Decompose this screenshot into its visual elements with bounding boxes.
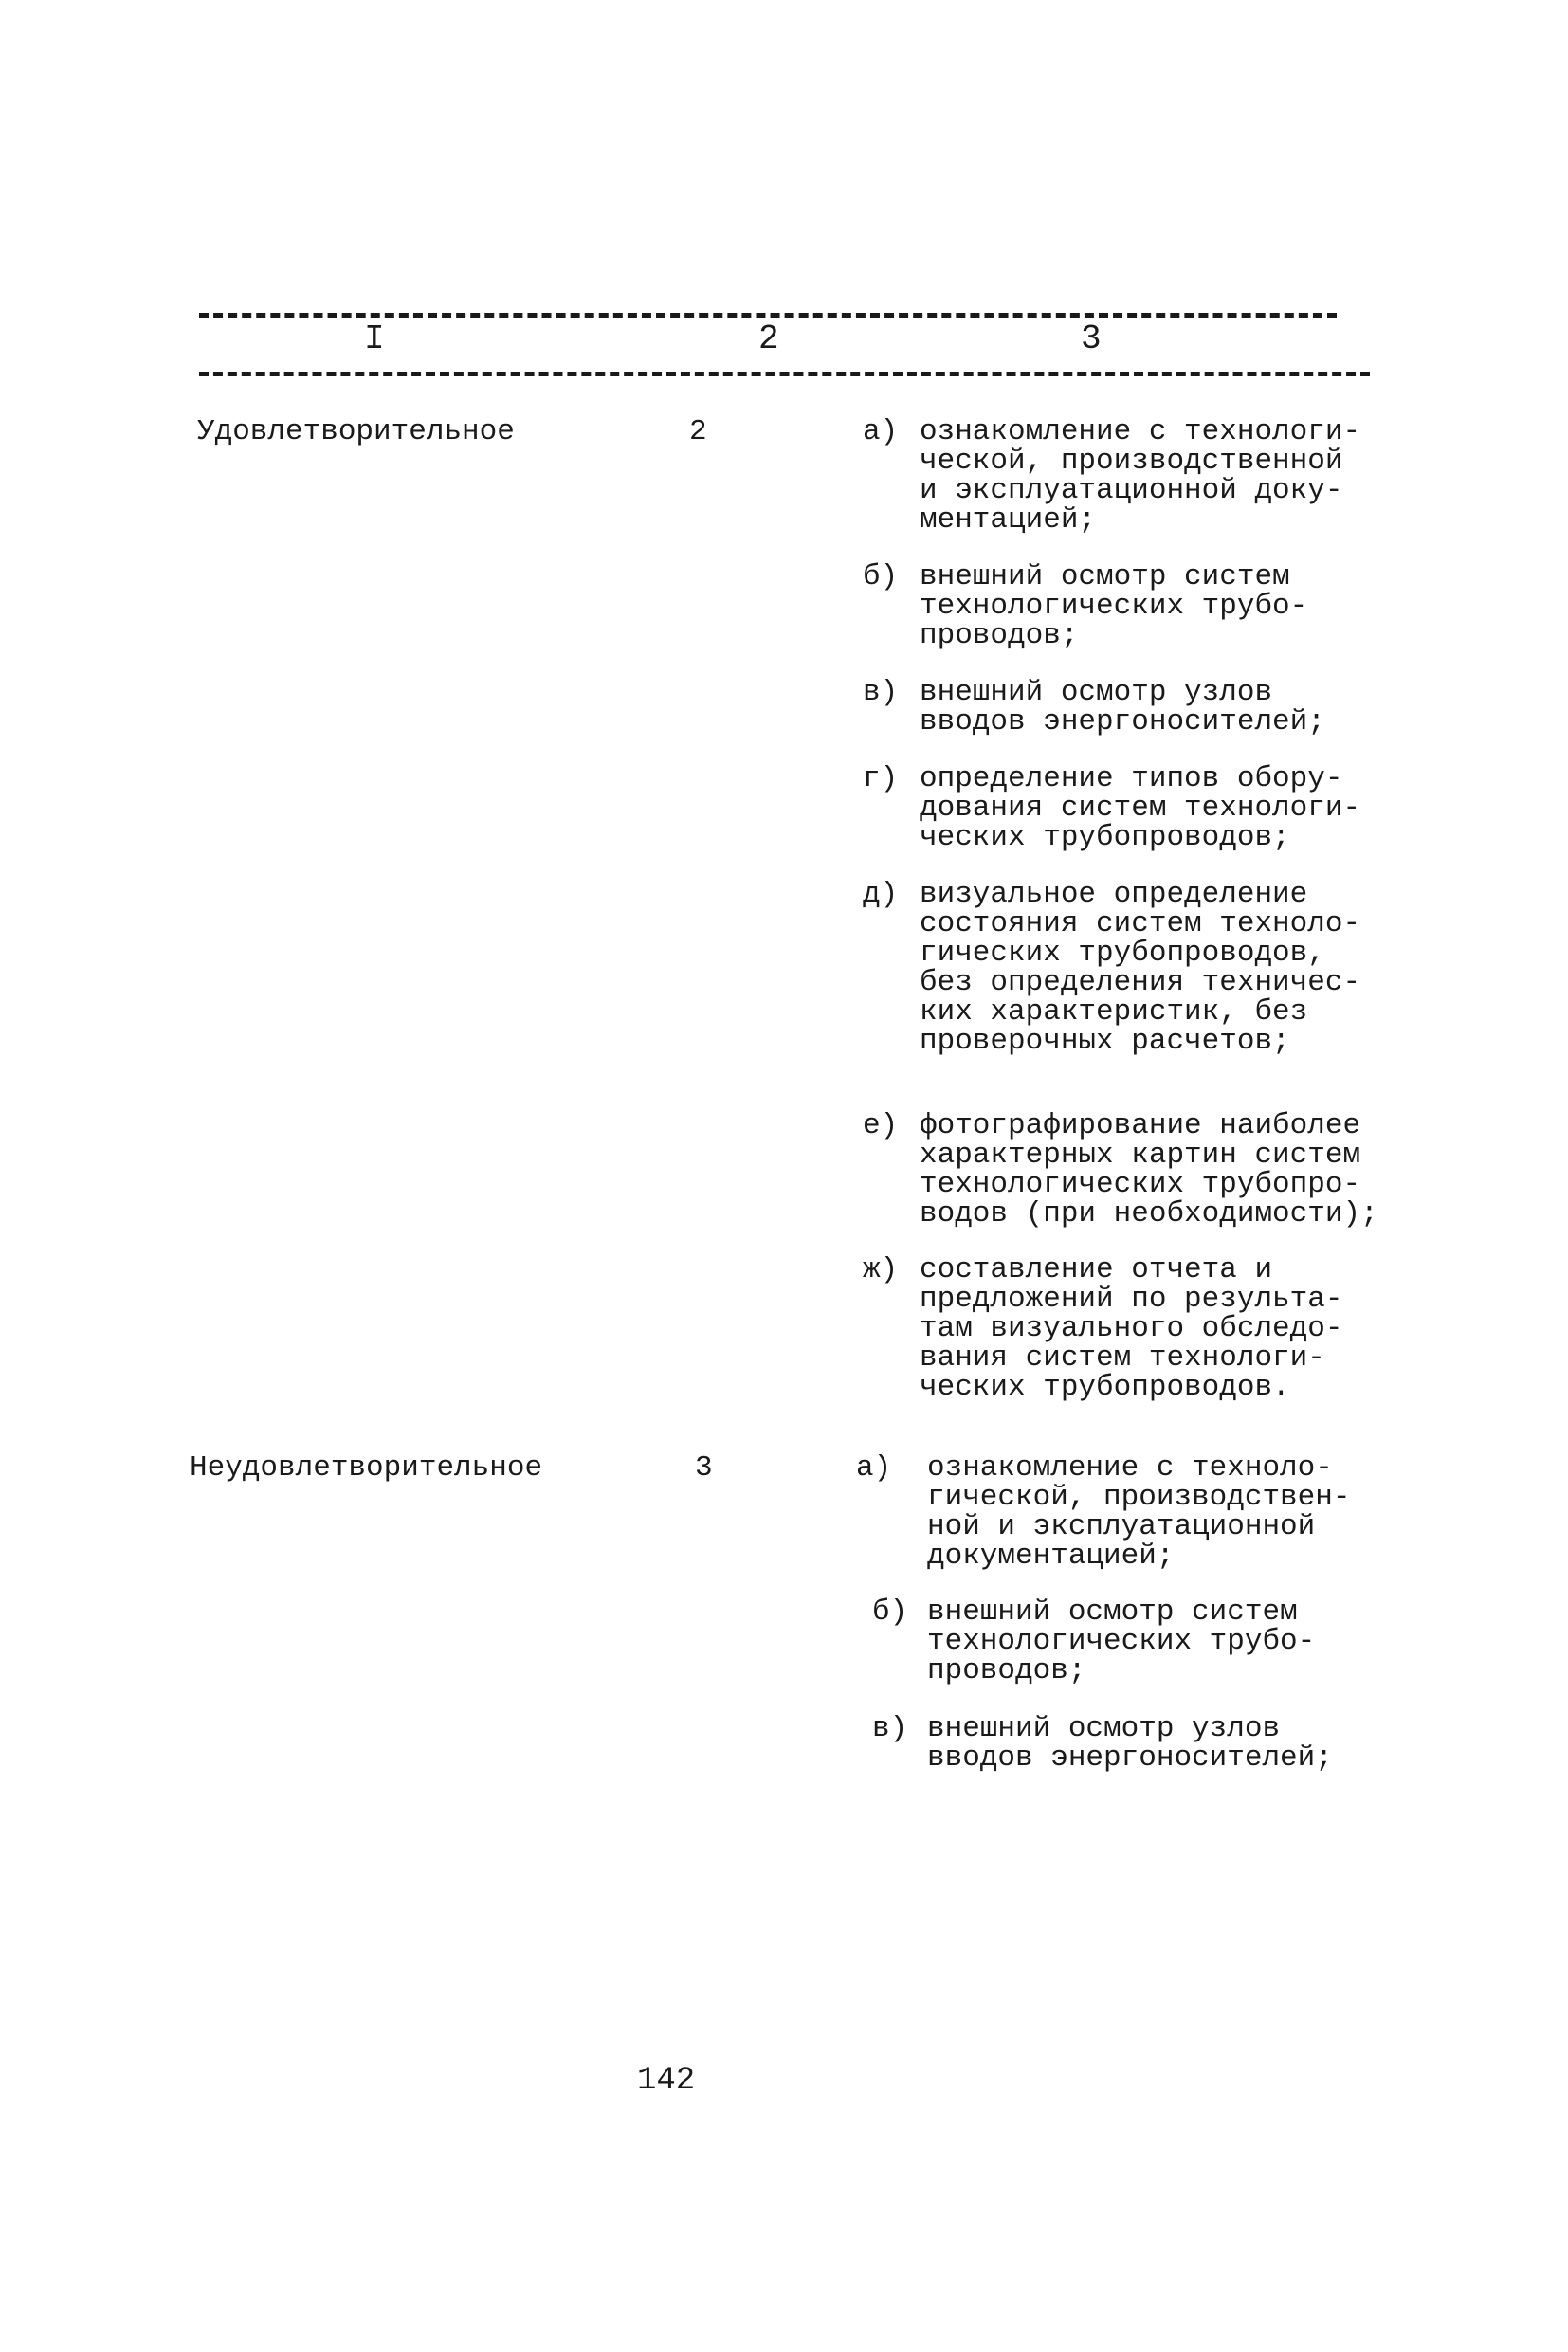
item-marker: а) <box>856 1451 892 1485</box>
column-header-2: 2 <box>758 319 779 358</box>
column-header-1: I <box>364 319 385 358</box>
item-text: визуальное определение состояния систем техноло- гических трубопроводов, без определения техничес- ких характеристик, без проверочных расчетов; <box>920 878 1361 1058</box>
item-text: внешний осмотр систем технологических трубо- проводов; <box>927 1595 1316 1687</box>
item-marker: в) <box>863 676 899 709</box>
item-text: внешний осмотр систем технологических трубо- проводов; <box>920 560 1308 652</box>
page-number: 142 <box>637 2063 696 2099</box>
header-bottom-rule <box>199 372 1370 376</box>
column-header-3: 3 <box>1081 319 1102 358</box>
header-top-rule <box>199 313 1337 318</box>
item-text: ознакомление с технологи- ческой, производственной и эксплуатационной доку- ментацией; <box>920 415 1361 537</box>
item-marker: б) <box>872 1595 908 1629</box>
item-marker: г) <box>863 762 899 795</box>
condition-label: Неудовлетворительное <box>190 1451 543 1485</box>
item-text: фотографирование наиболее характерных картин систем технологических трубопро- водов (при необходимости); <box>920 1109 1378 1231</box>
item-text: внешний осмотр узлов вводов энергоносителей; <box>927 1712 1333 1775</box>
condition-label: Удовлетворительное <box>197 415 515 448</box>
item-text: ознакомление с техноло- гической, производствен- ной и эксплуатационной документацией; <box>927 1451 1351 1573</box>
item-text: определение типов обору- дования систем технологи- ческих трубопроводов; <box>920 762 1361 854</box>
item-marker: е) <box>863 1109 899 1142</box>
item-marker: б) <box>863 560 899 593</box>
item-marker: в) <box>872 1712 908 1745</box>
item-text: внешний осмотр узлов вводов энергоносителей; <box>920 676 1325 738</box>
item-marker: ж) <box>863 1253 899 1286</box>
item-marker: д) <box>863 878 899 911</box>
category-value: 3 <box>695 1451 713 1485</box>
item-text: составление отчета и предложений по результа- там визуального обследо- вания систем технологи- ческих трубопроводов. <box>920 1253 1343 1404</box>
category-value: 2 <box>689 415 707 448</box>
item-marker: а) <box>863 415 899 448</box>
